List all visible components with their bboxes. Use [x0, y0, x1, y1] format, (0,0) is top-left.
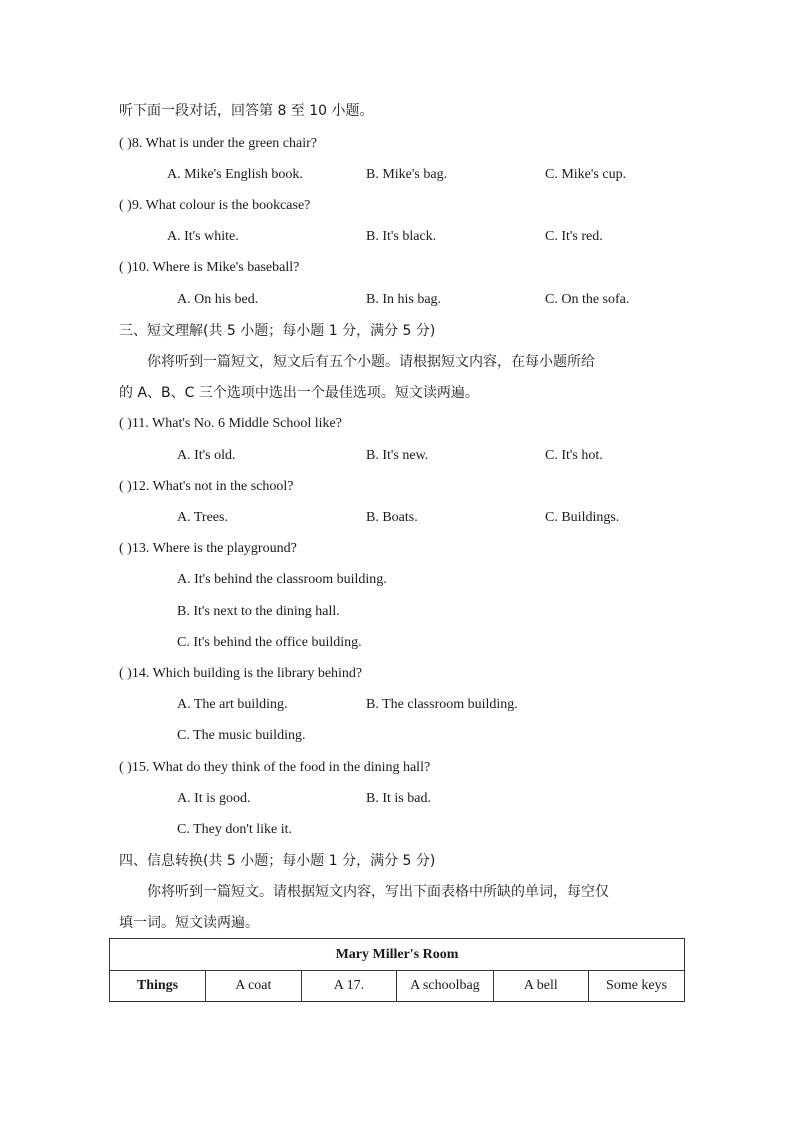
- section-intro: 听下面一段对话，回答第 8 至 10 小题。: [119, 103, 374, 119]
- part4-instructions-2: 填一词。短文读两遍。: [119, 915, 259, 931]
- part3-heading: 三、短文理解(共 5 小题；每小题 1 分，满分 5 分): [119, 323, 436, 339]
- q8-option-c: C. Mike's cup.: [545, 167, 627, 182]
- table-cell: A bell: [493, 971, 589, 1002]
- table-cell: A schoolbag: [397, 971, 493, 1002]
- question-8: ( )8. What is under the green chair?: [119, 136, 317, 151]
- q9-option-c: C. It's red.: [545, 229, 603, 244]
- part3-instructions-1: 你将听到一篇短文，短文后有五个小题。请根据短文内容，在每小题所给: [147, 354, 595, 370]
- q11-option-c: C. It's hot.: [545, 448, 603, 463]
- part4-instructions-1: 你将听到一篇短文。请根据短文内容，写出下面表格中所缺的单词，每空仅: [147, 884, 609, 900]
- table-cell: Some keys: [589, 971, 685, 1002]
- table-cell-blank-17: A 17.: [301, 971, 397, 1002]
- q15-option-c: C. They don't like it.: [177, 822, 293, 837]
- q13-option-b: B. It's next to the dining hall.: [177, 604, 340, 619]
- q13-option-c: C. It's behind the office building.: [177, 635, 362, 650]
- question-13: ( )13. Where is the playground?: [119, 541, 297, 556]
- question-14: ( )14. Which building is the library behind?: [119, 666, 363, 681]
- q10-option-c: C. On the sofa.: [545, 292, 630, 307]
- info-table: [109, 938, 685, 1002]
- q14-option-c: C. The music building.: [177, 728, 306, 743]
- question-11: ( )11. What's No. 6 Middle School like?: [119, 416, 342, 431]
- q12-option-b: B. Boats.: [366, 510, 418, 525]
- table-row: [110, 971, 685, 1002]
- q15-option-a: A. It is good.: [177, 791, 251, 806]
- q15-option-b: B. It is bad.: [366, 791, 431, 806]
- q12-option-a: A. Trees.: [177, 510, 228, 525]
- q9-option-a: A. It's white.: [167, 229, 239, 244]
- q13-option-a: A. It's behind the classroom building.: [177, 572, 387, 587]
- q10-option-a: A. On his bed.: [177, 292, 259, 307]
- q11-option-a: A. It's old.: [177, 448, 236, 463]
- question-15: ( )15. What do they think of the food in the dining hall?: [119, 760, 431, 775]
- q11-option-b: B. It's new.: [366, 448, 429, 463]
- question-9: ( )9. What colour is the bookcase?: [119, 198, 311, 213]
- q9-option-b: B. It's black.: [366, 229, 437, 244]
- question-12: ( )12. What's not in the school?: [119, 479, 294, 494]
- q12-option-c: C. Buildings.: [545, 510, 620, 525]
- q14-option-b: B. The classroom building.: [366, 697, 518, 712]
- q14-option-a: A. The art building.: [177, 697, 288, 712]
- table-cell: A coat: [206, 971, 302, 1002]
- q8-option-a: A. Mike's English book.: [167, 167, 303, 182]
- question-10: ( )10. Where is Mike's baseball?: [119, 260, 300, 275]
- table-title: Mary Miller's Room: [110, 939, 685, 971]
- q8-option-b: B. Mike's bag.: [366, 167, 448, 182]
- part4-heading: 四、信息转换(共 5 小题；每小题 1 分，满分 5 分): [119, 853, 436, 869]
- q10-option-b: B. In his bag.: [366, 292, 442, 307]
- table-row-header: Things: [110, 971, 206, 1002]
- part3-instructions-2: 的 A、B、C 三个选项中选出一个最佳选项。短文读两遍。: [119, 385, 479, 401]
